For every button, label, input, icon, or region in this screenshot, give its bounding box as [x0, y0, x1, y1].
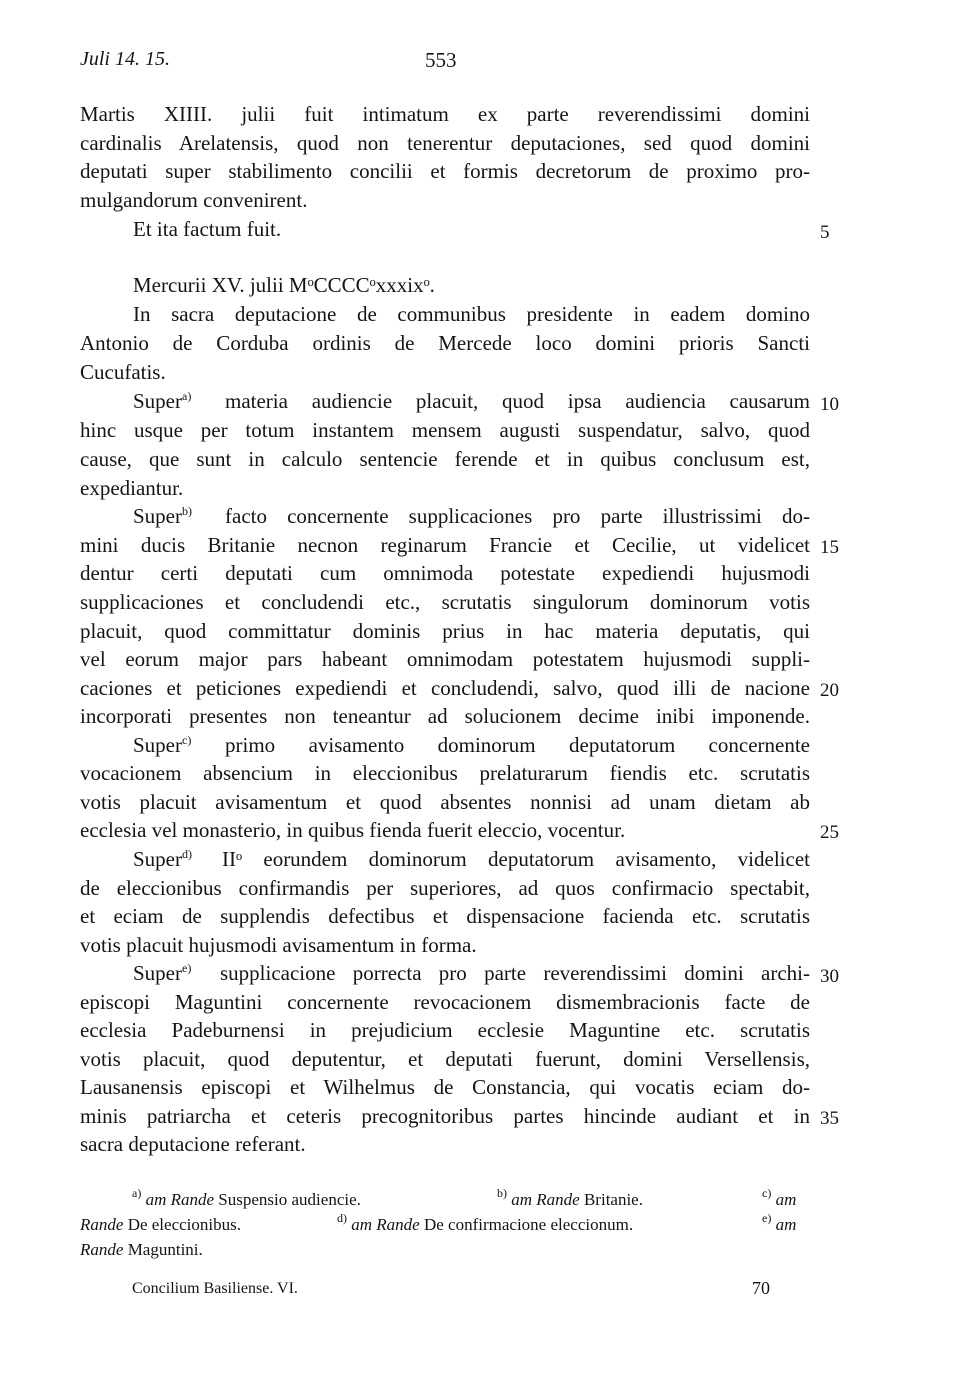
body-line: primo avisamento dominorum deputatorum concernente — [225, 733, 810, 757]
body-line: Martis XIIII. julii fuit intimatum ex parte reverendissimi domini — [80, 102, 810, 126]
body-line: placuit, quod committatur dominis prius in hac materia deputatis, qui — [80, 619, 810, 643]
body-line: In sacra deputacione de communibus presidente in eadem domino — [133, 302, 810, 326]
footnote-e-end: Rande Maguntini. — [80, 1240, 203, 1259]
margin-line-number: 30 — [820, 966, 839, 987]
footnote-mark: b) — [182, 504, 192, 518]
footnote-mark: d) — [182, 847, 192, 861]
super-paragraph-start — [133, 504, 192, 529]
body-line: expediantur. — [80, 476, 184, 500]
footnote-mark: c) — [182, 733, 192, 747]
super-word: Super — [133, 504, 182, 528]
body-line: de eleccionibus confirmandis per superiores, ad quos confirmacio spectabit, — [80, 876, 810, 900]
body-line: incorporati presentes non teneantur ad solucionem decime inibi imponende. — [80, 704, 810, 728]
body-line: Antonio de Corduba ordinis de Mercede loco domini prioris Sancti — [80, 331, 810, 355]
super-paragraph-start — [133, 847, 192, 872]
body-line: Et ita factum fuit. — [133, 217, 282, 241]
super-word: Super — [133, 389, 182, 413]
body-line: mini ducis Britanie necnon reginarum Francie et Cecilie, ut videlicet — [80, 533, 810, 557]
margin-line-number: 35 — [820, 1108, 839, 1129]
super-paragraph-start — [133, 389, 191, 414]
body-line: sacra deputacione referant. — [80, 1132, 306, 1156]
body-line: vel eorum major pars habeant omnimodam potestatem hujusmodi suppli- — [80, 647, 810, 671]
page-number: 553 — [425, 48, 457, 72]
body-line: votis placuit, quod deputentur, et deputati fuerunt, domini Versellensis, — [80, 1047, 810, 1071]
body-line: ecclesia Padeburnensi in prejudicium ecclesie Maguntine etc. scrutatis — [80, 1018, 810, 1042]
body-line: episcopi Maguntini concernente revocacionem dismembracionis facte de — [80, 990, 810, 1014]
footnote-a: $^{a)}$ am Rande Suspensio audiencie. — [132, 1186, 361, 1209]
body-line: supplicacione porrecta pro parte reverendissimi domini archi- — [220, 961, 810, 985]
body-line: Lausanensis episcopi et Wilhelmus de Constancia, qui vocatis eciam do- — [80, 1075, 810, 1099]
body-line: dentur certi deputati cum omnimoda potestate expediendi hujusmodi — [80, 561, 810, 585]
body-line: caciones et peticiones expediendi et concludendi, salvo, quod illi de nacione — [80, 676, 810, 700]
margin-line-number: 5 — [820, 222, 830, 243]
body-line: vocacionem absencium in eleccionibus prelaturarum fiendis etc. scrutatis — [80, 761, 810, 785]
margin-line-number: 20 — [820, 680, 839, 701]
body-line: materia audiencie placuit, quod ipsa audiencia causarum — [225, 389, 810, 413]
footnote-d: $^{d)}$ am Rande De confirmacione eleccionum. — [337, 1211, 634, 1234]
super-word: Super — [133, 733, 182, 757]
footnote-mark: e) — [182, 961, 192, 975]
margin-line-number: 25 — [820, 822, 839, 843]
body-line: Cucufatis. — [80, 360, 166, 384]
footnote-b: $^{b)}$ am Rande Britanie. — [497, 1186, 643, 1209]
body-line: hinc usque per totum instantem mensem augusti suspendatur, salvo, quod — [80, 418, 810, 442]
footnote-c-start: $^{c)}$ am — [762, 1186, 797, 1209]
footnote-mark: a) — [182, 389, 192, 403]
footnote-c-end: Rande De eleccionibus. — [80, 1215, 241, 1234]
body-line: facto concernente supplicaciones pro parte illustrissimi do- — [225, 504, 810, 528]
section-heading-date: Mercurii XV. julii MᵒCCCCᵒxxxixᵒ. — [133, 273, 435, 297]
body-line: cause, que sunt in calculo sentencie ferende et in quibus conclusum est, — [80, 447, 810, 471]
body-line: supplicaciones et concludendi etc., scrutatis singulorum dominorum votis — [80, 590, 810, 614]
super-word: Super — [133, 961, 182, 985]
body-line: ecclesia vel monasterio, in quibus fienda fuerit eleccio, vocentur. — [80, 818, 626, 842]
body-line: IIᵒ eorundem dominorum deputatorum avisamento, videlicet — [222, 847, 810, 871]
margin-line-number: 15 — [820, 537, 839, 558]
body-line: mulgandorum convenirent. — [80, 188, 308, 212]
super-paragraph-start — [133, 961, 191, 986]
super-paragraph-start — [133, 733, 191, 758]
body-line: votis placuit avisamentum et quod absentes nonnisi ad unam dietam ab — [80, 790, 810, 814]
body-line: votis placuit hujusmodi avisamentum in forma. — [80, 933, 477, 957]
super-word: Super — [133, 847, 182, 871]
body-line: minis patriarcha et ceteris precognitoribus partes hincinde audiant et in — [80, 1104, 810, 1128]
running-header-date: Juli 14. 15. — [80, 48, 170, 70]
body-line: cardinalis Arelatensis, quod non tenerentur deputaciones, sed quod domini — [80, 131, 810, 155]
body-line: et eciam de supplendis defectibus et dispensacione facienda etc. scrutatis — [80, 904, 810, 928]
footnote-e-start: $^{e)}$ am — [762, 1211, 797, 1234]
margin-line-number: 10 — [820, 394, 839, 415]
sheet-number: 70 — [752, 1278, 770, 1298]
body-line: deputati super stabilimento concilii et formis decretorum de proximo pro- — [80, 159, 810, 183]
series-title: Concilium Basiliense. VI. — [132, 1280, 298, 1297]
